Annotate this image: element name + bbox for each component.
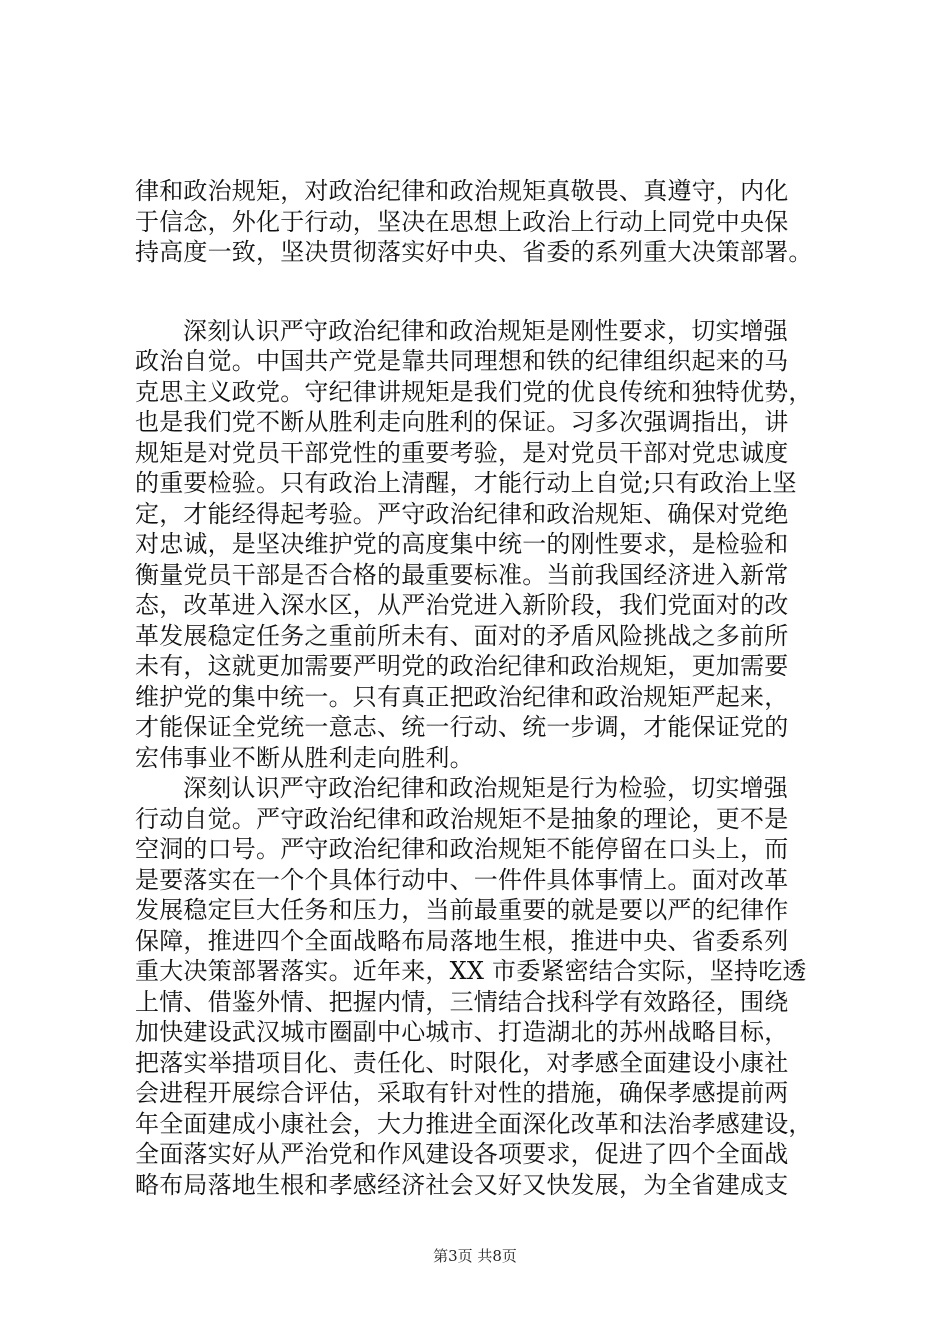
body-text <box>135 176 835 1200</box>
text-line: 定，才能经得起考验。严守政治纪律和政治规矩、确保对党绝 <box>135 499 789 528</box>
text-line: 态，改革进入深水区，从严治党进入新阶段，我们党面对的改 <box>135 591 789 619</box>
paragraph-spacer <box>135 268 835 316</box>
text-line: 持高度一致，坚决贯彻落实好中央、省委的系列重大决策部署。 <box>135 238 813 266</box>
text-line: 会进程开展综合评估，采取有针对性的措施，确保孝感提前两 <box>135 1079 789 1107</box>
text-line: 革发展稳定任务之重前所未有、面对的矛盾风险挑战之多前所 <box>135 621 789 650</box>
text-line: 也是我们党不断从胜利走向胜利的保证。习多次强调指出，讲 <box>135 408 789 436</box>
text-line: 是要落实在一个个具体行动中、一件件具体事情上。面对改革 <box>135 865 789 894</box>
text-line: 略布局落地生根和孝感经济社会又好又快发展，为全省建成支 <box>135 1170 789 1199</box>
text-line: 深刻认识严守政治纪律和政治规矩是刚性要求，切实增强 <box>183 316 788 345</box>
page-footer: 第3页 共8页 <box>433 1247 517 1265</box>
text-line: 未有，这就更加需要严明党的政治纪律和政治规矩，更加需要 <box>135 652 789 680</box>
text-line: 全面落实好从严治党和作风建设各项要求，促进了四个全面战 <box>135 1140 789 1168</box>
text-line: 规矩是对党员干部党性的重要考验，是对党员干部对党忠诚度 <box>135 438 789 467</box>
text-line: 空洞的口号。严守政治纪律和政治规矩不能停留在口头上，而 <box>135 835 789 863</box>
text-line: 才能保证全党统一意志、统一行动、统一步调，才能保证党的 <box>135 713 789 741</box>
paragraph-2 <box>135 316 835 774</box>
text-line: 的重要检验。只有政治上清醒，才能行动上自觉;只有政治上坚 <box>135 469 797 497</box>
paragraph-3 <box>135 773 835 1200</box>
text-line: 重大决策部署落实。近年来，XX 市委紧密结合实际，坚持吃透 <box>135 957 807 985</box>
text-line: 宏伟事业不断从胜利走向胜利。 <box>135 743 474 772</box>
text-line: 政治自觉。中国共产党是靠共同理想和铁的纪律组织起来的马 <box>135 347 789 375</box>
text-line: 加快建设武汉城市圈副中心城市、打造湖北的苏州战略目标， <box>135 1018 789 1046</box>
text-line: 对忠诚，是坚决维护党的高度集中统一的刚性要求，是检验和 <box>135 530 789 558</box>
text-line: 律和政治规矩，对政治纪律和政治规矩真敬畏、真遵守，内化 <box>135 177 789 205</box>
text-line: 保障，推进四个全面战略布局落地生根，推进中央、省委系列 <box>135 926 789 955</box>
text-line: 深刻认识严守政治纪律和政治规矩是行为检验，切实增强 <box>183 774 788 802</box>
text-line: 行动自觉。严守政治纪律和政治规矩不是抽象的理论，更不是 <box>135 804 789 833</box>
text-line: 上情、借鉴外情、把握内情，三情结合找科学有效路径，围绕 <box>135 987 789 1016</box>
text-line: 发展稳定巨大任务和压力，当前最重要的就是要以严的纪律作 <box>135 896 789 924</box>
text-line: 把落实举措项目化、责任化、时限化，对孝感全面建设小康社 <box>135 1048 789 1077</box>
text-line: 于信念，外化于行动，坚决在思想上政治上行动上同党中央保 <box>135 207 789 236</box>
text-line: 维护党的集中统一。只有真正把政治纪律和政治规矩严起来， <box>135 682 789 711</box>
text-line: 克思主义政党。守纪律讲规矩是我们党的优良传统和独特优势， <box>135 377 813 406</box>
paragraph-1 <box>135 176 835 268</box>
text-line: 衡量党员干部是否合格的最重要标准。当前我国经济进入新常 <box>135 560 789 589</box>
text-line: 年全面建成小康社会，大力推进全面深化改革和法治孝感建设， <box>135 1109 813 1138</box>
